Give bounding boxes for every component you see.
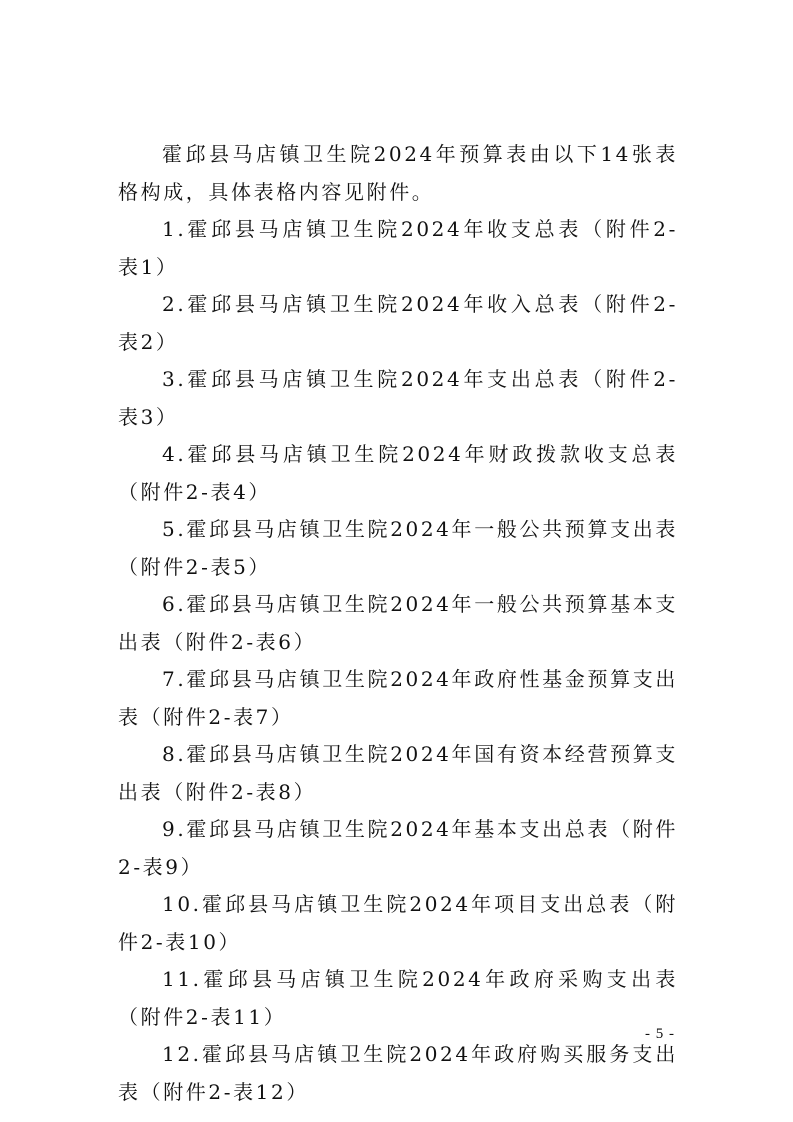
intro-paragraph: 霍邱县马店镇卫生院2024年预算表由以下14张表格构成，具体表格内容见附件。 [118,142,678,204]
list-item: 9.霍邱县马店镇卫生院2024年基本支出总表（附件2-表9） [118,817,678,879]
list-item: 7.霍邱县马店镇卫生院2024年政府性基金预算支出表（附件2-表7） [118,667,678,729]
list-item: 8.霍邱县马店镇卫生院2024年国有资本经营预算支出表（附件2-表8） [118,742,678,804]
list-item: 5.霍邱县马店镇卫生院2024年一般公共预算支出表（附件2-表5） [118,517,678,579]
list-item: 6.霍邱县马店镇卫生院2024年一般公共预算基本支出表（附件2-表6） [118,592,678,654]
list-item: 10.霍邱县马店镇卫生院2024年项目支出总表（附件2-表10） [118,892,678,954]
list-item: 3.霍邱县马店镇卫生院2024年支出总表（附件2-表3） [118,367,678,429]
list-item: 2.霍邱县马店镇卫生院2024年收入总表（附件2-表2） [118,292,678,354]
list-item: 1.霍邱县马店镇卫生院2024年收支总表（附件2-表1） [118,217,678,279]
page-number: - 5 - [645,1026,675,1042]
document-body [118,136,678,1111]
list-item: 12.霍邱县马店镇卫生院2024年政府购买服务支出表（附件2-表12） [118,1042,678,1104]
list-item: 11.霍邱县马店镇卫生院2024年政府采购支出表（附件2-表11） [118,967,678,1029]
list-item: 4.霍邱县马店镇卫生院2024年财政拨款收支总表（附件2-表4） [118,442,678,504]
